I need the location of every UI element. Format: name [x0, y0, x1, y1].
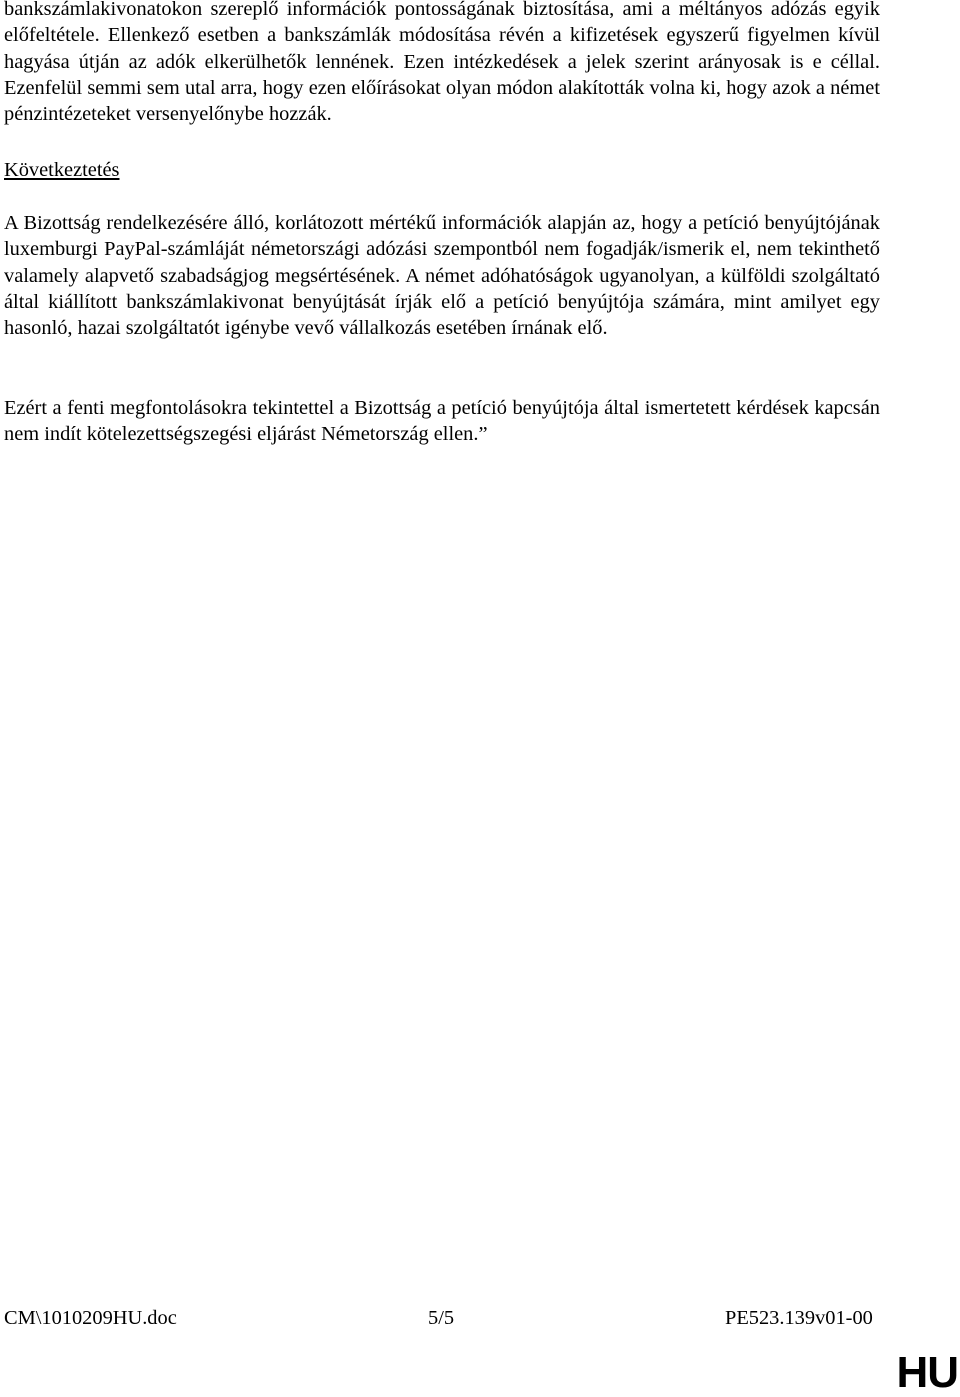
footer-doc-reference: CM\1010209HU.doc	[4, 1307, 177, 1329]
body-paragraph-3: Ezért a fenti megfontolásokra tekintettel a Bizottság a petíció benyújtója által ismertetett kérdések kapcsán nem indít kötelezettségszegési eljárást Németország ellen.”	[4, 397, 880, 446]
section-heading: Következtetés	[4, 159, 120, 181]
footer-page-number: 5/5	[428, 1307, 455, 1329]
body-paragraph-1: bankszámlakivonatokon szereplő információk pontosságának biztosítása, ami a méltányos adózás egyik előfeltétele. Ellenkező esetben a bankszámlák módosítása révén a kifizetések egyszerű figyelmen kívül hagyása útján az adók elkerülhetők lennének. Ezen intézkedések a jelek szerint arányosak is e céllal. Ezenfelül semmi sem utal arra, hogy ezen előírásokat olyan módon alakították volna ki, hogy azok a német pénzintézeteket versenyelőnybe hozzák.	[4, 0, 880, 126]
language-code: HU	[896, 1348, 958, 1397]
footer-pe-number: PE523.139v01-00	[725, 1307, 873, 1329]
body-paragraph-2: A Bizottság rendelkezésére álló, korlátozott mértékű információk alapján az, hogy a petíció benyújtójának luxemburgi PayPal-számláját németországi adózási szempontból nem fogadják/ismerik el, nem tekinthető valamely alapvető szabadságjog megsértésének. A német adóhatóságok ugyanolyan, a külföldi szolgáltató által kiállított bankszámlakivonat benyújtását írják elő a petíció benyújtója számára, mint amilyet egy hasonló, hazai szolgáltatót igénybe vevő vállalkozás esetében írnának elő.	[4, 212, 880, 340]
